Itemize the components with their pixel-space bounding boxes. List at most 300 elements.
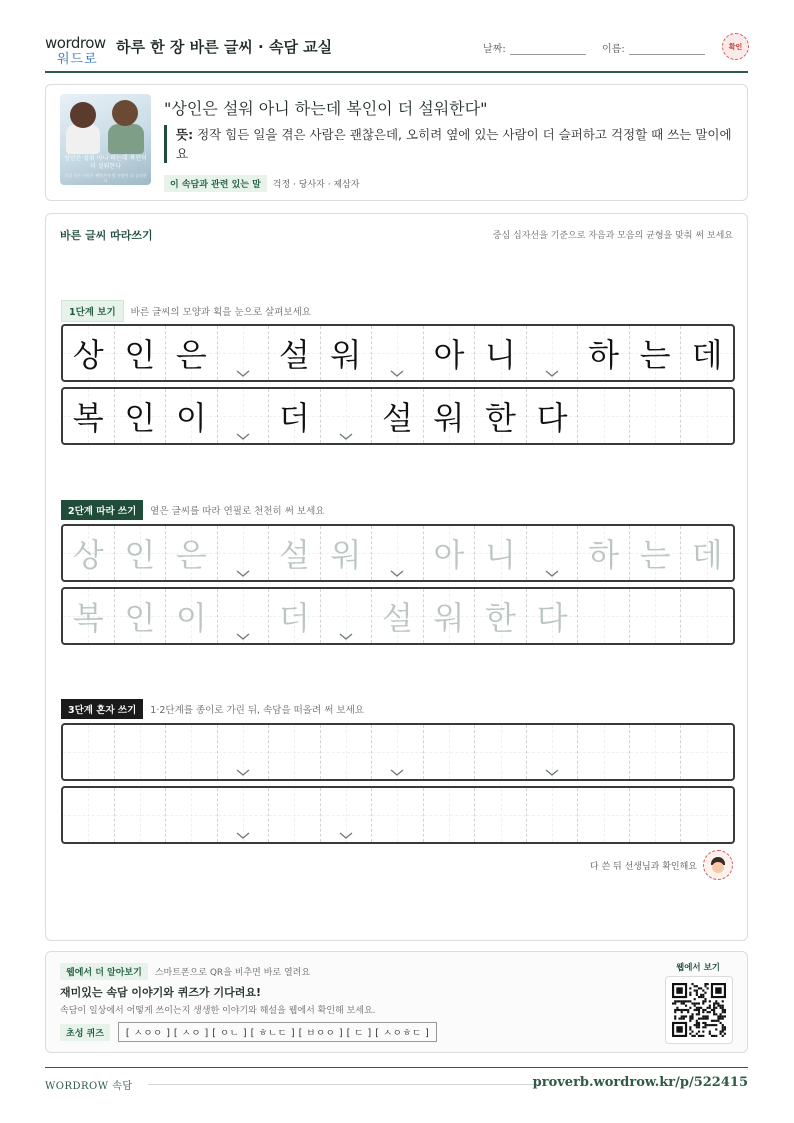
- stage3-row2[interactable]: [61, 786, 735, 844]
- qr-module: [691, 1031, 693, 1033]
- qr-module: [704, 1026, 706, 1028]
- qr-module: [711, 1024, 713, 1026]
- grid-cell[interactable]: [115, 589, 167, 643]
- meaning-label: 뜻:: [176, 127, 194, 142]
- web-tag: 웹에서 더 알아보기: [60, 963, 148, 980]
- qr-module: [678, 1000, 680, 1002]
- qr-module: [694, 1035, 696, 1037]
- qr-module: [698, 1035, 700, 1037]
- grid-cell[interactable]: [424, 788, 476, 842]
- illustration-caption: 상인은 설워 아니 하는데 복인이 더 설워한다: [64, 155, 147, 170]
- qr-module: [696, 1024, 698, 1026]
- qr-module: [685, 1005, 687, 1007]
- qr-module: [674, 1015, 676, 1017]
- qr-module: [691, 983, 693, 985]
- related-words: [164, 175, 360, 192]
- qr-module: [698, 1007, 700, 1009]
- stage1-row2: [61, 387, 735, 445]
- qr-module: [698, 1011, 700, 1013]
- qr-module: [722, 1015, 724, 1017]
- grid-char: 설: [381, 399, 413, 437]
- grid-cell[interactable]: [372, 526, 424, 580]
- stage2-desc: 옅은 글씨를 따라 연필로 천천히 써 보세요: [150, 506, 325, 517]
- grid-cell[interactable]: [166, 526, 218, 580]
- grid-cell: [527, 389, 579, 443]
- space-mark-icon: [545, 368, 559, 378]
- footer-brand: WORDROW 속담: [45, 1081, 133, 1092]
- page-title: 하루 한 장 바른 글씨 · 속담 교실: [116, 38, 333, 56]
- qr-module: [702, 1002, 704, 1004]
- qr-label: 웹에서 보기: [675, 963, 720, 973]
- web-tag-row: [60, 963, 310, 980]
- web-section: [45, 951, 748, 1053]
- stage2-row1[interactable]: [61, 524, 735, 582]
- grid-cell[interactable]: [269, 589, 321, 643]
- grid-char: 는: [639, 536, 671, 574]
- qr-module: [696, 1002, 698, 1004]
- grid-cell[interactable]: [63, 526, 115, 580]
- qr-module: [696, 994, 698, 996]
- grid-char: 복: [72, 599, 104, 637]
- space-mark-icon: [236, 767, 250, 777]
- space-mark-icon: [545, 568, 559, 578]
- space-mark-icon: [390, 568, 404, 578]
- grid-cell[interactable]: [578, 725, 630, 779]
- qr-module: [685, 1000, 687, 1002]
- qr-module: [720, 1005, 722, 1007]
- grid-cell[interactable]: [218, 725, 270, 779]
- qr-module: [702, 1000, 704, 1002]
- grid-cell[interactable]: [681, 788, 733, 842]
- qr-module: [691, 1035, 693, 1037]
- grid-char: 는: [639, 336, 671, 374]
- qr-module: [722, 1024, 724, 1026]
- qr-module: [709, 1005, 711, 1007]
- grid-cell: [630, 389, 682, 443]
- qr-module: [676, 1026, 682, 1032]
- grid-char: 워: [433, 599, 465, 637]
- grid-char: 니: [485, 536, 516, 574]
- qr-module: [696, 1013, 698, 1015]
- qr-module: [720, 1018, 722, 1020]
- qr-module: [709, 1000, 711, 1002]
- related-list: 걱정 · 당사자 · 제삼자: [272, 180, 360, 190]
- qr-module: [674, 1011, 676, 1013]
- qr-module: [715, 1002, 717, 1004]
- grid-cell[interactable]: [372, 725, 424, 779]
- done-note: [590, 850, 733, 880]
- qr-module: [676, 1007, 678, 1009]
- qr-module: [702, 1009, 704, 1011]
- qr-module: [724, 1009, 726, 1011]
- grid-cell[interactable]: [115, 526, 167, 580]
- qr-module: [676, 1009, 678, 1011]
- qr-module: [678, 1009, 680, 1011]
- grid-cell[interactable]: [372, 788, 424, 842]
- grid-cell: [424, 389, 476, 443]
- grid-cell[interactable]: [630, 589, 682, 643]
- qr-module: [681, 1009, 683, 1011]
- grid-cell[interactable]: [578, 589, 630, 643]
- grid-cell[interactable]: [115, 788, 167, 842]
- grid-char: 하: [588, 336, 620, 374]
- grid-char: 워: [433, 399, 465, 437]
- grid-cell[interactable]: [527, 788, 579, 842]
- grid-char: 다: [536, 399, 568, 437]
- qr-module: [702, 1022, 704, 1024]
- grid-cell[interactable]: [372, 589, 424, 643]
- stage2-row2[interactable]: [61, 587, 735, 645]
- qr-module: [715, 1020, 717, 1022]
- qr-module: [715, 1000, 717, 1002]
- qr-module: [681, 1002, 683, 1004]
- qr-module: [707, 1018, 709, 1020]
- grid-cell[interactable]: [630, 788, 682, 842]
- name-label: 이름:: [602, 44, 625, 55]
- grid-char: 한: [485, 399, 516, 437]
- qr-module: [704, 1024, 706, 1026]
- illustration-head-right: [112, 100, 138, 126]
- face-skin: [712, 862, 724, 873]
- space-mark-icon: [545, 767, 559, 777]
- qr-module: [698, 1026, 700, 1028]
- grid-char: 인: [124, 536, 156, 574]
- grid-cell[interactable]: [166, 725, 218, 779]
- qr-module: [720, 1015, 722, 1017]
- qr-module: [717, 1015, 719, 1017]
- qr-code-icon: [672, 983, 726, 1037]
- grid-char: 은: [175, 336, 207, 374]
- grid-cell[interactable]: [578, 526, 630, 580]
- qr-code[interactable]: [665, 976, 733, 1044]
- grid-cell: [321, 326, 373, 380]
- grid-cell[interactable]: [63, 725, 115, 779]
- web-description: 속담이 일상에서 어떻게 쓰이는지 생생한 이야기와 해설을 웹에서 확인해 보세요.: [60, 1006, 376, 1016]
- space-mark-icon: [236, 431, 250, 441]
- qr-module: [720, 1022, 722, 1024]
- grid-cell[interactable]: [630, 526, 682, 580]
- grid-cell: [372, 326, 424, 380]
- qr-module: [722, 1011, 724, 1013]
- grid-char: 은: [175, 536, 207, 574]
- qr-module: [707, 1007, 709, 1009]
- web-headline: 재미있는 속담 이야기와 퀴즈가 기다려요!: [60, 986, 261, 999]
- grid-cell[interactable]: [269, 725, 321, 779]
- qr-module: [702, 994, 704, 996]
- grid-char: 다: [536, 599, 568, 637]
- qr-module: [704, 1022, 706, 1024]
- qr-module: [713, 1007, 715, 1009]
- qr-module: [674, 1002, 676, 1004]
- grid-char: 이: [175, 399, 207, 437]
- qr-module: [700, 1007, 702, 1009]
- proverb-card: [45, 84, 748, 201]
- stage1-desc: 바른 글씨의 모양과 획을 눈으로 살펴보세요: [130, 307, 311, 318]
- grid-cell: [475, 326, 527, 380]
- grid-cell: [527, 326, 579, 380]
- grid-char: 워: [330, 536, 362, 574]
- grid-cell: [424, 326, 476, 380]
- qr-module: [724, 1026, 726, 1028]
- practice-note: 중심 십자선을 기준으로 자음과 모음의 균형을 맞춰 써 보세요: [492, 231, 733, 241]
- qr-module: [698, 1013, 700, 1015]
- qr-module: [713, 1035, 715, 1037]
- qr-module: [674, 1009, 676, 1011]
- grid-cell[interactable]: [424, 589, 476, 643]
- qr-module: [700, 996, 702, 998]
- qr-module: [691, 1013, 693, 1015]
- grid-cell[interactable]: [321, 788, 373, 842]
- footer-divider: [148, 1084, 538, 1085]
- grid-cell[interactable]: [166, 589, 218, 643]
- grid-char: 상: [72, 536, 104, 574]
- grid-cell: [578, 389, 630, 443]
- space-mark-icon: [339, 830, 353, 840]
- qr-module: [683, 1009, 685, 1011]
- grid-cell[interactable]: [475, 589, 527, 643]
- qr-module: [720, 1033, 722, 1035]
- qr-module: [672, 1002, 674, 1004]
- grid-cell[interactable]: [681, 589, 733, 643]
- qr-module: [722, 1005, 724, 1007]
- grid-cell[interactable]: [527, 725, 579, 779]
- grid-cell: [63, 389, 115, 443]
- qr-module: [704, 985, 706, 987]
- illustration-subcaption: 직접 겪은 사람은 괜찮은데 옆 사람이 더 슬퍼한다: [64, 173, 147, 183]
- grid-cell[interactable]: [166, 788, 218, 842]
- quiz-tag: 초성 퀴즈: [60, 1024, 110, 1041]
- grid-cell: [681, 389, 733, 443]
- qr-module: [698, 1018, 700, 1020]
- qr-module: [720, 1031, 722, 1033]
- qr-module: [702, 1035, 704, 1037]
- qr-module: [674, 1018, 676, 1020]
- illustration-figure-left: [66, 124, 100, 154]
- grid-cell[interactable]: [424, 526, 476, 580]
- qr-module: [707, 1024, 709, 1026]
- qr-module: [702, 996, 704, 998]
- qr-module: [694, 1002, 696, 1004]
- qr-module: [689, 992, 691, 994]
- qr-module: [689, 1000, 691, 1002]
- stage1-row1: [61, 324, 735, 382]
- grid-cell[interactable]: [218, 589, 270, 643]
- qr-module: [722, 1009, 724, 1011]
- grid-cell: [218, 389, 270, 443]
- qr-module: [676, 987, 682, 993]
- qr-module: [709, 1031, 711, 1033]
- grid-cell[interactable]: [218, 788, 270, 842]
- qr-module: [722, 1000, 724, 1002]
- stage1-label: [61, 300, 311, 322]
- qr-module: [713, 1002, 715, 1004]
- qr-module: [698, 1031, 700, 1033]
- qr-module: [702, 1026, 704, 1028]
- grid-cell: [475, 389, 527, 443]
- qr-module: [715, 987, 721, 993]
- grid-cell[interactable]: [681, 725, 733, 779]
- qr-module: [704, 1000, 706, 1002]
- qr-module: [685, 1015, 687, 1017]
- grid-cell[interactable]: [63, 788, 115, 842]
- grid-cell: [321, 389, 373, 443]
- qr-module: [698, 987, 700, 989]
- name-field[interactable]: [602, 40, 705, 55]
- grid-cell[interactable]: [218, 526, 270, 580]
- qr-module: [689, 1007, 691, 1009]
- grid-cell: [578, 326, 630, 380]
- grid-char: 데: [691, 536, 723, 574]
- qr-module: [689, 1033, 691, 1035]
- qr-module: [722, 1007, 724, 1009]
- qr-module: [704, 1015, 706, 1017]
- qr-module: [709, 1024, 711, 1026]
- grid-char: 이: [175, 599, 207, 637]
- qr-module: [724, 1011, 726, 1013]
- date-line[interactable]: [510, 45, 586, 55]
- illustration-head-left: [70, 102, 96, 128]
- qr-module: [685, 1009, 687, 1011]
- qr-module: [717, 1020, 719, 1022]
- grid-char: 아: [433, 536, 465, 574]
- grid-char: 더: [278, 399, 310, 437]
- grid-cell[interactable]: [424, 725, 476, 779]
- illustration-figure-right: [108, 124, 144, 154]
- qr-module: [724, 1033, 726, 1035]
- grid-char: 인: [124, 399, 156, 437]
- qr-module: [700, 1018, 702, 1020]
- stage2-label: [61, 500, 324, 520]
- stage2-tag: 2단계 따라 쓰기: [61, 500, 143, 520]
- grid-cell[interactable]: [115, 725, 167, 779]
- qr-module: [698, 1024, 700, 1026]
- page-header: [45, 30, 748, 73]
- qr-module: [689, 1015, 691, 1017]
- qr-module: [681, 1018, 683, 1020]
- grid-cell[interactable]: [475, 788, 527, 842]
- qr-module: [707, 1011, 709, 1013]
- qr-module: [713, 1009, 715, 1011]
- qr-module: [696, 1026, 698, 1028]
- page-footer: [45, 1067, 748, 1097]
- qr-module: [713, 1020, 715, 1022]
- practice-title: 바른 글씨 따라쓰기: [60, 229, 153, 242]
- wordrow-logo[interactable]: [45, 34, 109, 66]
- qr-module: [683, 1000, 685, 1002]
- grid-cell: [115, 389, 167, 443]
- name-line[interactable]: [629, 45, 705, 55]
- grid-cell[interactable]: [578, 788, 630, 842]
- qr-module: [715, 1028, 717, 1030]
- qr-module: [691, 1015, 693, 1017]
- qr-module: [696, 989, 698, 991]
- qr-module: [722, 1028, 724, 1030]
- qr-module: [687, 1000, 689, 1002]
- grid-char: 설: [278, 536, 310, 574]
- qr-module: [691, 1018, 693, 1020]
- grid-cell[interactable]: [527, 526, 579, 580]
- grid-cell: [681, 326, 733, 380]
- stage3-tag: 3단계 혼자 쓰기: [61, 699, 143, 719]
- qr-module: [694, 989, 696, 991]
- qr-module: [696, 1020, 698, 1022]
- qr-module: [696, 1033, 698, 1035]
- qr-module: [715, 1035, 717, 1037]
- grid-char: 데: [691, 336, 723, 374]
- done-note-text: 다 쓴 뒤 선생님과 확인해요: [589, 861, 697, 872]
- qr-module: [678, 1018, 680, 1020]
- logo-wordmark: wordrow: [45, 34, 106, 52]
- grid-cell[interactable]: [630, 725, 682, 779]
- qr-module: [713, 1013, 715, 1015]
- grid-cell[interactable]: [321, 725, 373, 779]
- stage3-label: [61, 699, 364, 719]
- teacher-face-icon: [703, 850, 733, 880]
- qr-module: [713, 1011, 715, 1013]
- footer-url-link[interactable]: proverb.wordrow.kr/p/522415: [532, 1075, 748, 1090]
- grid-cell[interactable]: [475, 725, 527, 779]
- grid-char: 아: [433, 336, 465, 374]
- grid-cell[interactable]: [475, 526, 527, 580]
- grid-cell[interactable]: [681, 526, 733, 580]
- qr-module: [696, 1022, 698, 1024]
- qr-module: [674, 1000, 676, 1002]
- qr-module: [698, 1002, 700, 1004]
- grid-cell: [166, 389, 218, 443]
- qr-module: [709, 1007, 711, 1009]
- qr-module: [711, 1009, 713, 1011]
- quiz-box: [ ㅅㅇㅇ ] [ ㅅㅇ ] [ ㅇㄴ ] [ ㅎㄴㄷ ] [ ㅂㅇㅇ ] [ ㄷ ] [ ㅅㅇㅎㄷ ]: [118, 1022, 437, 1042]
- grid-cell: [630, 326, 682, 380]
- space-mark-icon: [339, 431, 353, 441]
- qr-module: [711, 1020, 713, 1022]
- qr-module: [704, 992, 706, 994]
- qr-module: [702, 1011, 704, 1013]
- qr-module: [687, 1009, 689, 1011]
- grid-char: 복: [72, 399, 104, 437]
- qr-module: [707, 1015, 709, 1017]
- grid-cell[interactable]: [321, 589, 373, 643]
- grid-char: 인: [124, 599, 156, 637]
- qr-module: [700, 987, 702, 989]
- grid-char: 설: [278, 336, 310, 374]
- grid-cell[interactable]: [321, 526, 373, 580]
- grid-cell[interactable]: [269, 526, 321, 580]
- grid-cell: [218, 326, 270, 380]
- qr-module: [713, 1024, 715, 1026]
- grid-cell[interactable]: [527, 589, 579, 643]
- grid-cell: [269, 389, 321, 443]
- stage1-tag: 1단계 보기: [61, 300, 124, 322]
- qr-module: [702, 1018, 704, 1020]
- qr-module: [687, 1011, 689, 1013]
- space-mark-icon: [236, 368, 250, 378]
- qr-module: [700, 1035, 702, 1037]
- qr-module: [722, 1018, 724, 1020]
- qr-module: [704, 1009, 706, 1011]
- qr-module: [717, 1018, 719, 1020]
- qr-module: [683, 1018, 685, 1020]
- stage3-row1[interactable]: [61, 723, 735, 781]
- qr-module: [707, 987, 709, 989]
- space-mark-icon: [236, 830, 250, 840]
- qr-module: [715, 1013, 717, 1015]
- qr-module: [709, 1033, 711, 1035]
- grid-char: 인: [124, 336, 156, 374]
- grid-cell[interactable]: [63, 589, 115, 643]
- date-field[interactable]: [483, 40, 586, 55]
- grid-cell[interactable]: [269, 788, 321, 842]
